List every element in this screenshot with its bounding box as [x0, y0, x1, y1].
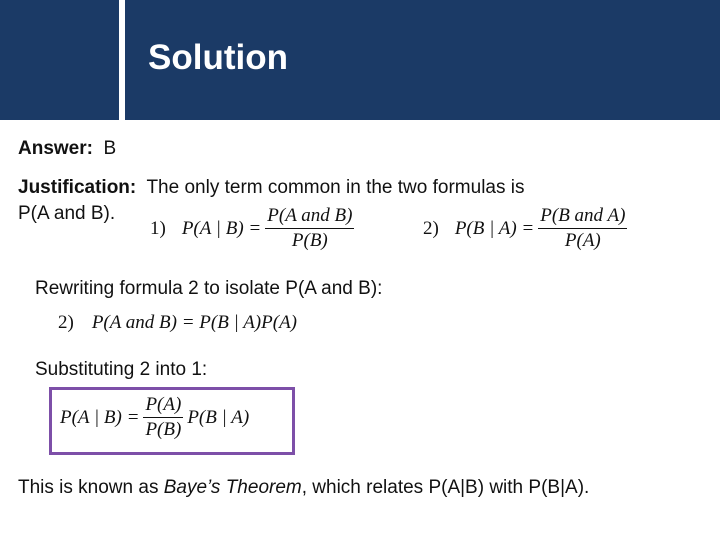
- justification-line-2: P(A and B).: [18, 203, 116, 224]
- formula-2-lhs: P(B | A) =: [454, 217, 535, 239]
- formula-2: [423, 205, 631, 252]
- formula-1-lhs: P(A | B) =: [181, 217, 262, 239]
- bayes-formula-fraction: [143, 394, 183, 441]
- header-band: [0, 0, 720, 120]
- formula-2-denominator: P(A): [564, 230, 601, 251]
- rewritten-formula-number: 2): [58, 312, 74, 333]
- rewritten-formula: [58, 312, 297, 334]
- conclusion-theorem-name: Baye’s Theorem: [163, 477, 302, 498]
- answer-line: [18, 137, 116, 161]
- formula-1: [150, 205, 358, 252]
- justification-label: Justification:: [18, 177, 137, 198]
- answer-value: B: [103, 138, 117, 159]
- bayes-formula-numerator: P(A): [143, 394, 183, 418]
- conclusion-part-1: This is known as: [18, 477, 164, 498]
- formula-1-numerator: P(A and B): [265, 205, 354, 229]
- answer-label: Answer:: [18, 138, 93, 159]
- substituting-text: Substituting 2 into 1:: [35, 359, 208, 380]
- formula-1-denominator: P(B): [291, 230, 328, 251]
- formula-2-number: 2): [423, 217, 439, 239]
- bayes-formula-rhs: P(B | A): [187, 406, 250, 428]
- formula-1-fraction: [265, 205, 354, 252]
- conclusion-text: [18, 476, 589, 500]
- page-title: Solution: [148, 38, 288, 77]
- bayes-formula-denominator: P(B): [145, 419, 182, 440]
- bayes-formula-lhs: P(A | B) =: [60, 406, 140, 428]
- formula-2-fraction: [538, 205, 627, 252]
- formula-1-number: 1): [150, 217, 166, 239]
- bayes-formula: [60, 394, 249, 441]
- justification-line-1: [18, 176, 524, 200]
- conclusion-part-2: , which relates P(A|B) with P(B|A).: [301, 477, 590, 498]
- rewriting-text: Rewriting formula 2 to isolate P(A and B):: [35, 278, 383, 299]
- formula-2-numerator: P(B and A): [538, 205, 627, 229]
- header-divider: [119, 0, 125, 120]
- justification-text: The only term common in the two formulas is: [146, 177, 525, 198]
- rewritten-formula-equation: P(A and B) = P(B | A)P(A): [91, 312, 297, 333]
